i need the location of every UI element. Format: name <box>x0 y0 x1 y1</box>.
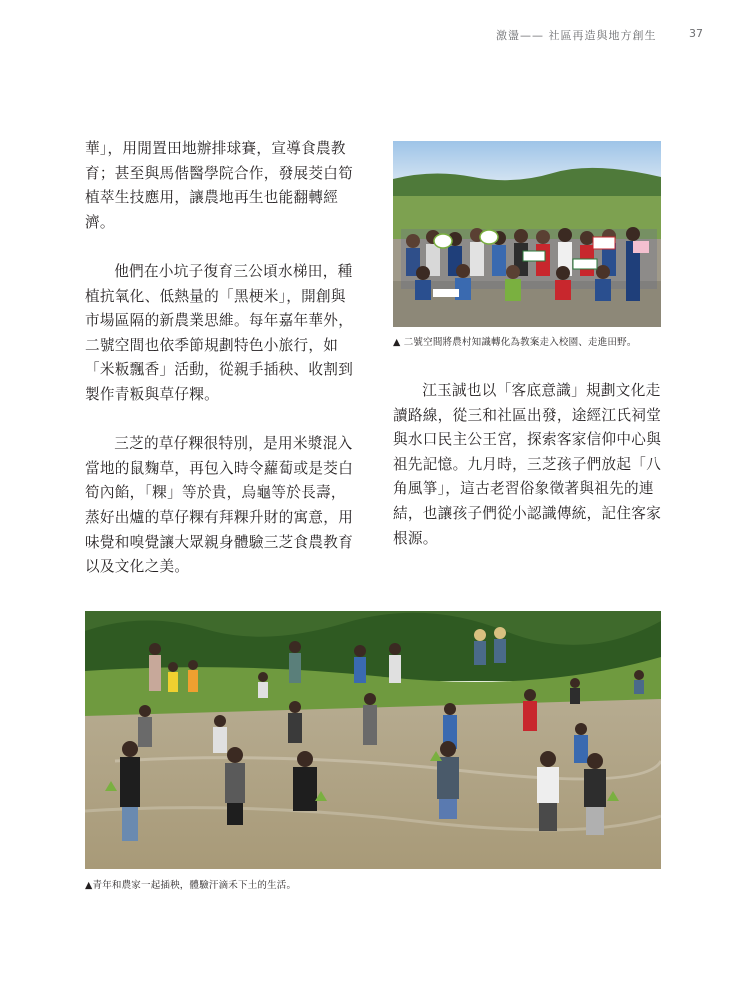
left-column <box>85 137 360 604</box>
paragraph: 他們在小坑子復育三公頃水梯田，種植抗氧化、低熱量的「黑梗米」，開創與市場區隔的新農業思維。每年嘉年華外，二號空間也依季節規劃特色小旅行，如「米粄飄香」活動，從親手插秧、收割到製作青粄與草仔粿。 <box>85 262 354 403</box>
right-column <box>393 379 668 576</box>
running-head: 激盪—— 社區再造與地方創生 <box>496 29 657 42</box>
page-number: 37 <box>689 27 703 40</box>
photo-group-with-signs <box>393 141 661 327</box>
paragraph: 華」，用閒置田地辦排球賽，宣導食農教育；甚至與馬偕醫學院合作，發展茭白筍植萃生技應用，讓農地再生也能翻轉經濟。 <box>85 140 354 231</box>
paragraph: 三芝的草仔粿很特別，是用米漿混入當地的鼠麴草，再包入時令蘿蔔或是茭白筍內餡，「粿」等於貴，烏龜等於長壽，蒸好出爐的草仔粿有拜粿升財的寓意，用味覺和嗅覺讓大眾親身體驗三芝食農教育以及文化之美。 <box>85 435 354 576</box>
photo-rice-planting <box>85 611 661 869</box>
paragraph: 江玉誠也以「客底意識」規劃文化走讀路線，從三和社區出發，途經江氏祠堂與水口民主公王宮，探索客家信仰中心與祖先記憶。九月時，三芝孩子們放起「八角風箏」，這古老習俗象徵著與祖先的連結，也讓孩子們從小認識傳統，記住客家根源。 <box>393 382 662 547</box>
photo-caption: ▲ 二號空間將農村知識轉化為教案走入校園、走進田野。 <box>393 337 637 348</box>
photo-caption: ▲青年和農家一起插秧，體驗汗滴禾下土的生活。 <box>85 880 297 891</box>
